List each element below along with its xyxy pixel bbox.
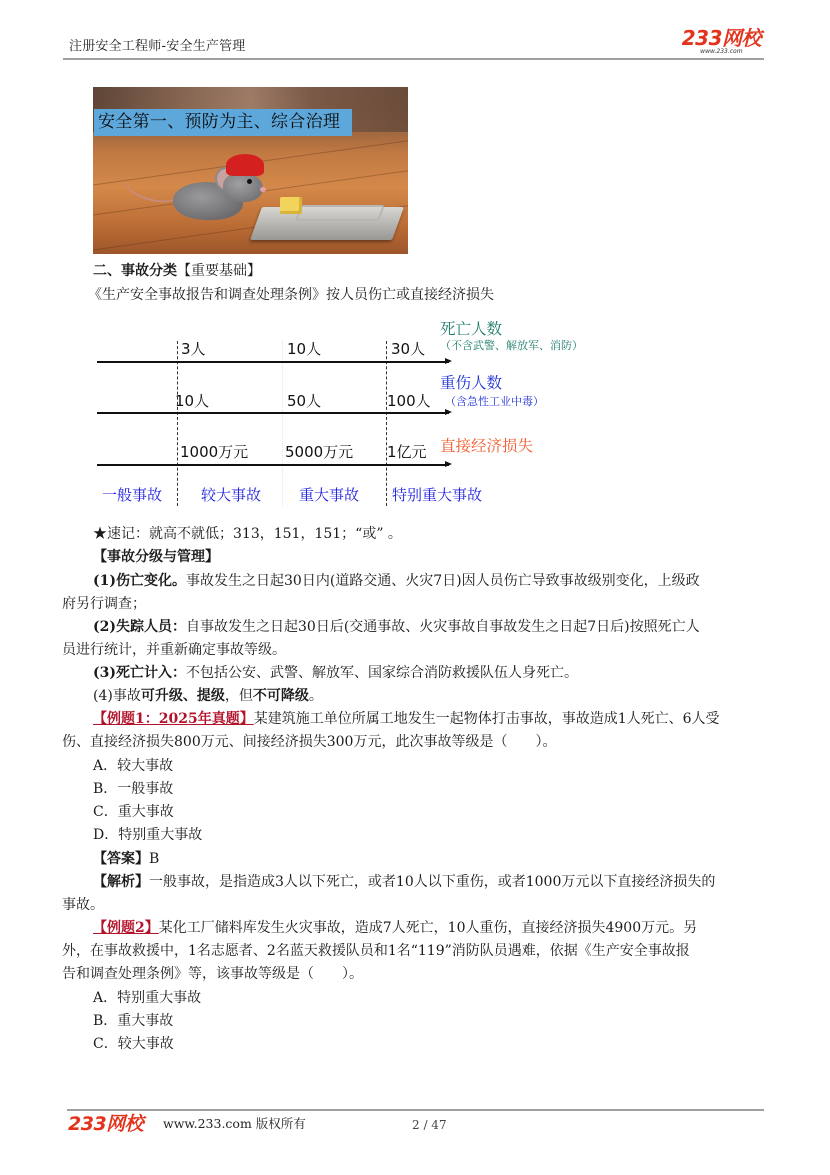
mouse-nose — [260, 187, 266, 192]
example-2-question-line2: 外，在事故救援中，1名志愿者、2名蓝天救援队员和1名“119”消防队员遇难，依据《生产安全事故报 — [62, 943, 690, 959]
level-major: 较大事故 — [201, 486, 262, 504]
death-axis-arrow — [97, 361, 449, 363]
brand-logo — [682, 28, 761, 55]
death-threshold-2: 10人 — [287, 340, 322, 358]
cheese — [280, 197, 302, 214]
divider-line-2 — [282, 341, 283, 506]
answer-label: 【答案】 — [93, 851, 149, 867]
divider-line-1 — [177, 341, 178, 506]
example-1-option-a: A．较大事故 — [93, 758, 174, 774]
loss-axis-arrow — [97, 464, 449, 466]
rule-3 — [93, 664, 578, 682]
loss-threshold-2: 5000万元 — [285, 443, 354, 461]
rule-2-line1 — [93, 618, 700, 636]
section-heading-tag: 【重要基础】 — [177, 263, 261, 279]
level-serious: 重大事故 — [299, 486, 360, 504]
section-heading — [93, 262, 261, 280]
rule-3-label: (3)死亡计入： — [93, 665, 186, 681]
mousetrap-spring — [295, 205, 385, 221]
footer-copyright: www.233.com 版权所有 — [163, 1116, 306, 1131]
logo-url: www.233.com — [700, 48, 743, 55]
example-1-option-b: B．一般事故 — [93, 781, 174, 797]
analysis-label: 【解析】 — [93, 874, 149, 890]
header-divider — [63, 58, 764, 60]
rule-2-text: 自事故发生之日起30日后(交通事故、火灾事故自事故发生之日起7日后)按照死亡人 — [186, 619, 700, 635]
death-count-note: （不含武警、解放军、消防） — [440, 339, 583, 352]
safety-illustration-image — [93, 87, 408, 254]
example-1-option-c: C．重大事故 — [93, 804, 174, 820]
section-heading-text: 二、事故分类 — [93, 263, 177, 279]
mnemonic-note: ★速记：就高不就低；313，151，151；“或” 。 — [93, 526, 402, 542]
loss-threshold-3: 1亿元 — [387, 443, 427, 461]
footer-brand-logo: 233网校 — [68, 1113, 144, 1135]
analysis-text: 一般事故，是指造成3人以下死亡，或者10人以下重伤，或者1000万元以下直接经济损失的 — [149, 874, 716, 890]
rule-2-label: (2)失踪人员： — [93, 619, 186, 635]
page-number: 2 / 47 — [412, 1118, 447, 1132]
example-1-answer — [93, 850, 159, 868]
rule-3-text: 不包括公安、武警、解放军、国家综合消防救援队伍人身死亡。 — [186, 665, 578, 681]
section-intro: 《生产安全事故报告和调查处理条例》按人员伤亡或直接经济损失 — [88, 287, 494, 303]
example-1-question-line2: 伤、直接经济损失800万元、间接经济损失300万元，此次事故等级是（ ）。 — [62, 734, 557, 750]
example-2-question-line3: 告和调查处理条例》等，该事故等级是（ ）。 — [62, 966, 363, 982]
example-2-stem-1: 某化工厂储料库发生火灾事故，造成7人死亡，10人重伤，直接经济损失4900万元。另 — [158, 920, 698, 936]
rule-1-text: 事故发生之日起30日内(道路交通、火灾7日)因人员伤亡导致事故级别变化，上级政 — [186, 573, 700, 589]
example-2-question-line1 — [93, 919, 697, 937]
rule-4-emphasis-2: 不可降级 — [252, 688, 309, 704]
page-header — [63, 28, 763, 62]
direct-loss-title: 直接经济损失 — [440, 437, 534, 455]
rule-4-suffix: 。 — [308, 688, 323, 704]
rule-4-emphasis-1: 可升级、提级 — [140, 688, 225, 704]
example-2-option-a: A．特别重大事故 — [93, 990, 202, 1006]
death-threshold-3: 30人 — [391, 340, 426, 358]
rule-1-label: (1)伤亡变化。 — [93, 573, 186, 589]
document-title: 注册安全工程师-安全生产管理 — [69, 39, 246, 54]
level-especially-serious: 特别重大事故 — [392, 486, 483, 504]
footer-divider — [67, 1109, 764, 1111]
answer-value: B — [149, 851, 160, 867]
mouse-eye — [247, 179, 252, 184]
serious-injury-note: （含急性工业中毒） — [445, 395, 544, 408]
level-general: 一般事故 — [102, 486, 163, 504]
divider-line-3 — [386, 341, 387, 506]
example-1-question-line1 — [93, 710, 720, 728]
example-2-option-c: C．较大事故 — [93, 1036, 174, 1052]
safety-slogan-banner: 安全第一、预防为主、综合治理 — [94, 109, 352, 136]
example-2-tag: 【例题2】 — [93, 920, 159, 936]
rule-1-line2: 府另行调查； — [62, 596, 146, 612]
injury-axis-arrow — [97, 412, 449, 414]
rule-1-line1 — [93, 572, 700, 590]
red-helmet-icon — [226, 154, 264, 176]
rule-2-line2: 员进行统计，并重新确定事故等级。 — [62, 642, 286, 658]
rule-4-middle: ，但 — [224, 688, 253, 704]
death-count-title: 死亡人数 — [440, 320, 503, 338]
rule-4-prefix: (4)事故 — [93, 688, 141, 704]
example-1-stem-1: 某建筑施工单位所属工地发生一起物体打击事故，事故造成1人死亡、6人受 — [253, 711, 720, 727]
mouse-head — [223, 172, 263, 202]
rule-4 — [93, 687, 323, 705]
loss-threshold-1: 1000万元 — [180, 443, 249, 461]
example-1-option-d: D．特别重大事故 — [93, 827, 203, 843]
example-1-analysis-line2: 事故。 — [62, 897, 104, 913]
example-1-tag: 【例题1：2025年真题】 — [93, 711, 254, 727]
example-1-analysis-line1 — [93, 873, 715, 891]
subheading-classification-management: 【事故分级与管理】 — [93, 549, 219, 565]
injury-threshold-2: 50人 — [287, 392, 322, 410]
serious-injury-title: 重伤人数 — [440, 374, 503, 392]
accident-classification-diagram — [95, 315, 615, 515]
example-2-option-b: B．重大事故 — [93, 1013, 174, 1029]
injury-threshold-3: 100人 — [387, 392, 431, 410]
injury-threshold-1: 10人 — [175, 392, 210, 410]
death-threshold-1: 3人 — [181, 340, 206, 358]
logo-text: 233网校 — [681, 26, 761, 50]
